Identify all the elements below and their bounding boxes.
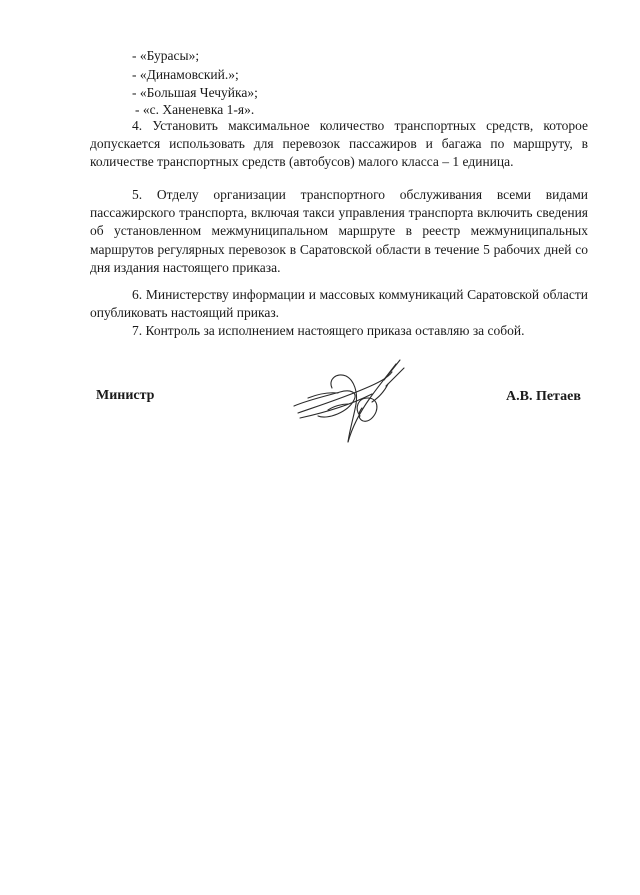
paragraph-6: 6. Министерству информации и массовых коммуникаций Саратовской области опубликовать настоящий приказ.	[90, 287, 588, 321]
handwritten-signature	[288, 358, 408, 450]
paragraph-4: 4. Установить максимальное количество транспортных средств, которое допускается использовать для перевозок пассажиров и багажа по маршруту, в количестве транспортных средств (автобусов) малого класса – 1 единица.	[90, 118, 588, 170]
list-item: - «Динамовский.»;	[132, 67, 239, 82]
list-item: - «Бурасы»;	[132, 48, 200, 63]
list-item: - «Большая Чечуйка»;	[132, 85, 258, 100]
signatory-position: Министр	[96, 388, 155, 403]
paragraph-7: 7. Контроль за исполнением настоящего приказа оставляю за собой.	[132, 323, 525, 338]
paragraph-5: 5. Отделу организации транспортного обслуживания всеми видами пассажирского транспорта, включая такси управления транспорта включить сведения об установленном межмуниципальном маршруте в реестр межмуниципальных маршрутов регулярных перевозок в Саратовской области в течение 5 рабочих дней со дня издания настоящего приказа.	[90, 187, 588, 275]
signatory-name: А.В. Петаев	[506, 389, 581, 404]
list-item: - «с. Ханеневка 1-я».	[135, 102, 255, 117]
